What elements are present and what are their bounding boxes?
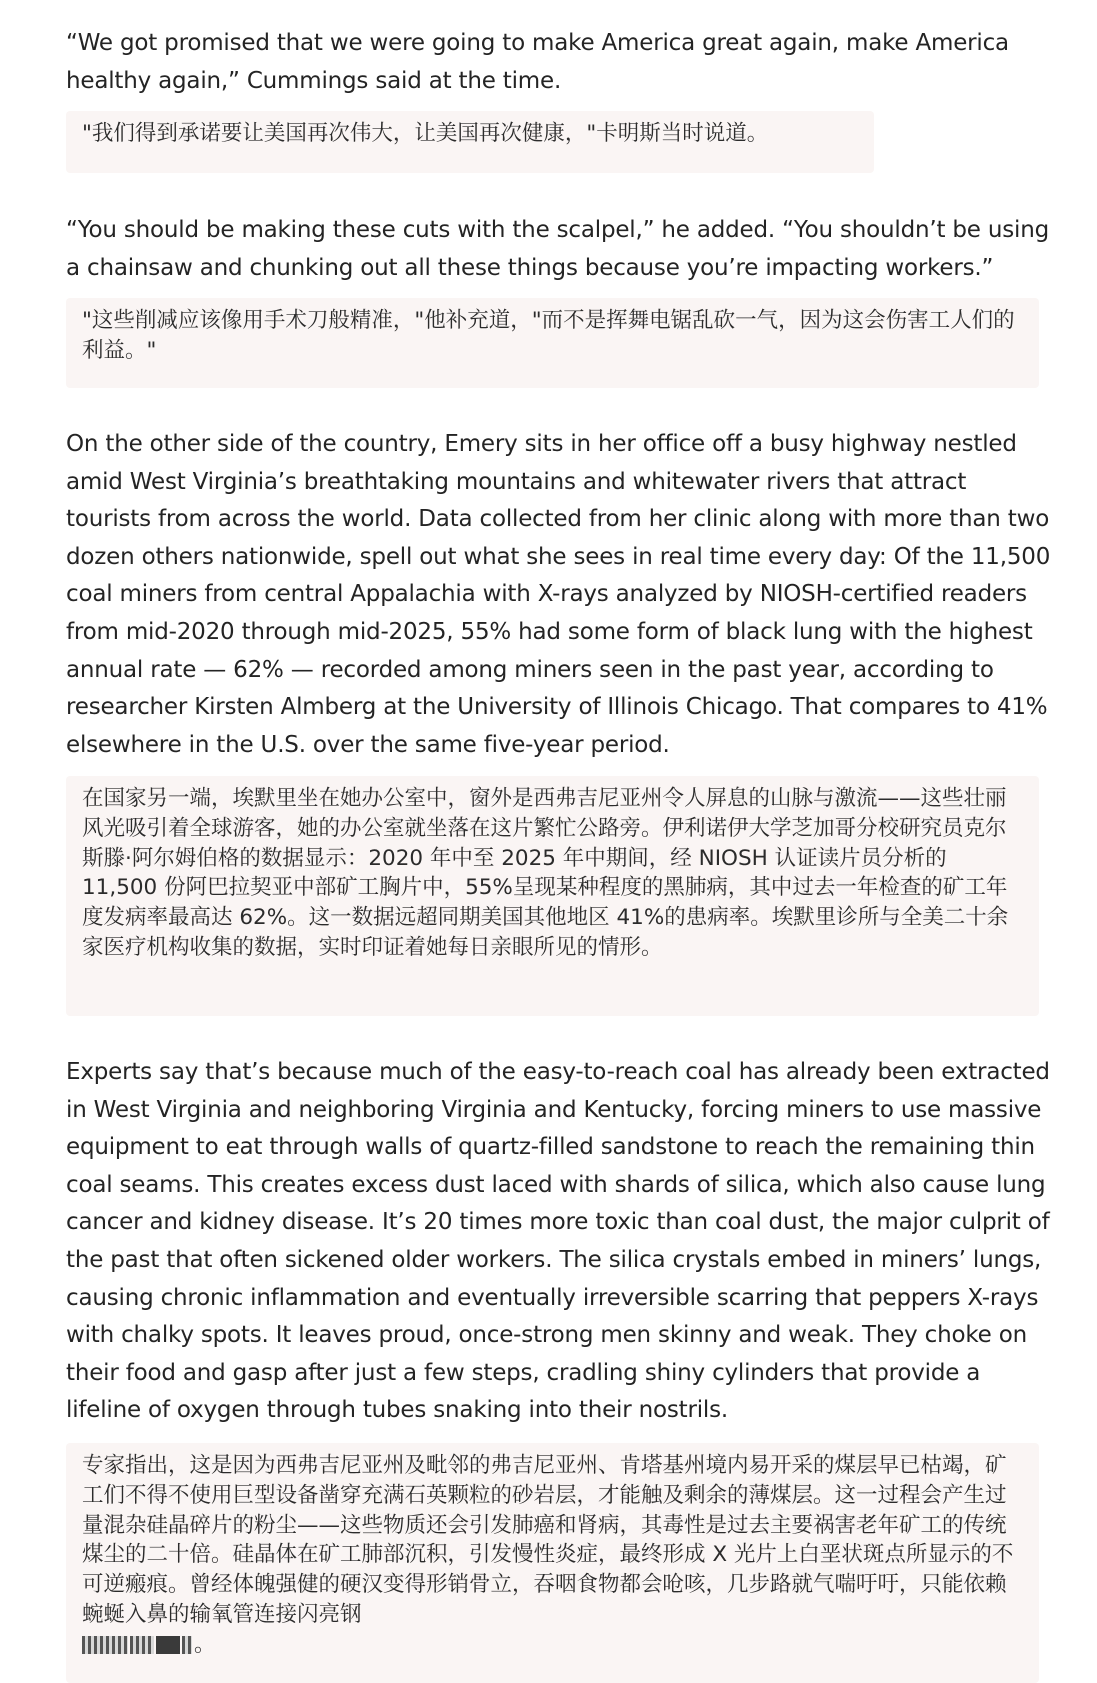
redacted-text-mark — [130, 1636, 154, 1654]
redacted-text-mark — [156, 1636, 180, 1654]
paragraph-en-4: Experts say that’s because much of the easy-to-reach coal has already been extracted in West Virginia and neighboring Virginia and Kentucky, forcing miners to use massive equipment to eat through walls of quartz-filled sandstone to reach the remaining thin coal seams. This creates excess dust laced with shards of silica, which also cause lung cancer and kidney disease. It’s 20 times more toxic than coal dust, the major culprit of the past that often sickened older workers. The silica crystals embed in miners’ lungs, causing chronic inflammation and eventually irreversible scarring that peppers X-rays with chalky spots. It leaves proud, once-strong men skinny and weak. They choke on their food and gasp after just a few steps, cradling shiny cylinders that provide a lifeline of oxygen through tubes snaking into their nostrils. — [66, 1059, 1050, 1424]
translation-zh-1: "我们得到承诺要让美国再次伟大，让美国再次健康，"卡明斯当时说道。 — [66, 111, 874, 173]
translation-zh-4-tail: 。 — [194, 1631, 216, 1657]
redacted-text-mark — [182, 1636, 192, 1654]
translation-zh-4-text: 专家指出，这是因为西弗吉尼亚州及毗邻的弗吉尼亚州、肯塔基州境内易开采的煤层早已枯竭，矿工们不得不使用巨型设备凿穿充满石英颗粒的砂岩层，才能触及剩余的薄煤层。这一过程会产生过量混杂硅晶碎片的粉尘——这些物质还会引发肺癌和肾病，其毒性是过去主要祸害老年矿工的传统煤尘的二十倍。硅晶体在矿工肺部沉积，引发慢性炎症，最终形成 X 光片上白垩状斑点所显示的不可逆瘢痕。曾经体魄强健的硬汉变得形销骨立，吞咽食物都会呛咳，几步路就气喘吁吁，只能依赖蜿蜒入鼻的输氧管连接闪亮钢 — [82, 1453, 1014, 1627]
paragraph-en-2: “You should be making these cuts with the scalpel,” he added. “You shouldn’t be using a chainsaw and chunking out all these things because you’re impacting workers.” — [66, 217, 1049, 281]
translation-zh-3: 在国家另一端，埃默里坐在她办公室中，窗外是西弗吉尼亚州令人屏息的山脉与激流——这些壮丽风光吸引着全球游客，她的办公室就坐落在这片繁忙公路旁。伊利诺伊大学芝加哥分校研究员克尔斯滕·阿尔姆伯格的数据显示：2020 年中至 2025 年中期间，经 NIOSH 认证读片员分析的 11,500 份阿巴拉契亚中部矿工胸片中，55%呈现某种程度的黑肺病，其中过去一年检查的矿工年度发病率最高达 62%。这一数据远超同期美国其他地区 41%的患病率。埃默里诊所与全美二十余家医疗机构收集的数据，实时印证着她每日亲眼所见的情形。 — [66, 776, 1039, 1016]
paragraph-en-1: “We got promised that we were going to make America great again, make America healthy again,” Cummings said at the time. — [66, 30, 1009, 94]
translation-zh-2: "这些削减应该像用手术刀般精准，"他补充道，"而不是挥舞电锯乱砍一气，因为这会伤害工人们的利益。" — [66, 298, 1039, 388]
translation-zh-4 — [66, 1443, 1039, 1683]
redacted-text-mark — [82, 1636, 128, 1654]
paragraph-en-3: On the other side of the country, Emery sits in her office off a busy highway nestled amid West Virginia’s breathtaking mountains and whitewater rivers that attract tourists from across the world. Data collected from her clinic along with more than two dozen others nationwide, spell out what she sees in real time every day: Of the 11,500 coal miners from central Appalachia with X-rays analyzed by NIOSH-certified readers from mid-2020 through mid-2025, 55% had some form of black lung with the highest annual rate — 62% — recorded among miners seen in the past year, according to researcher Kirsten Almberg at the University of Illinois Chicago. That compares to 41% elsewhere in the U.S. over the same five-year period. — [66, 431, 1051, 758]
